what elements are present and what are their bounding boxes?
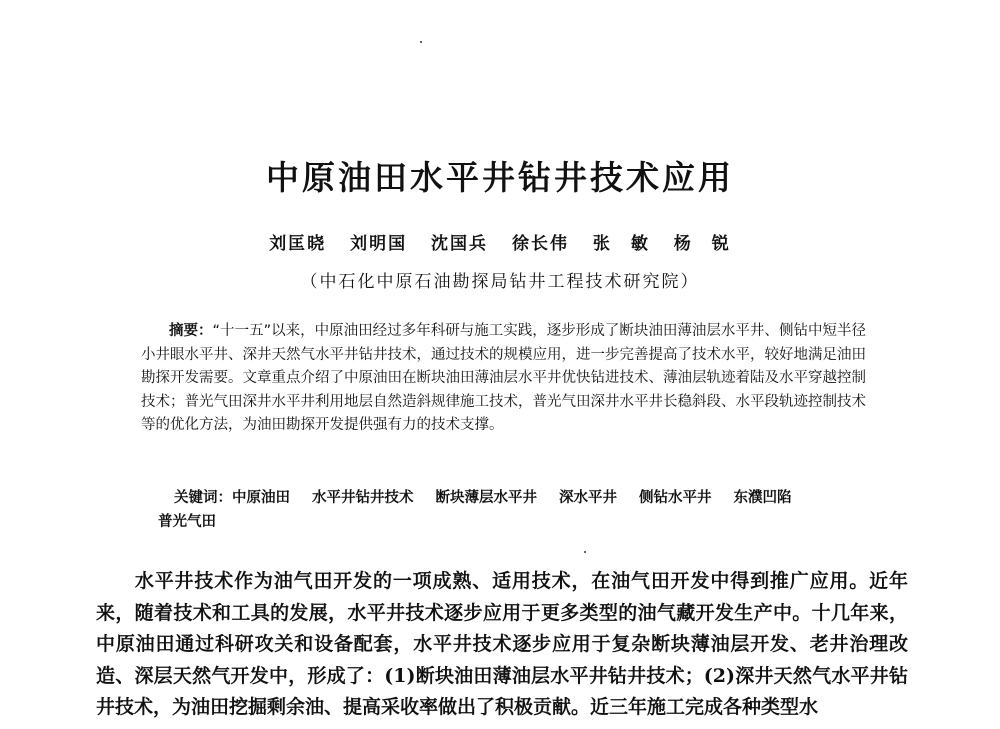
abstract-paragraph [141,320,866,438]
author-name: 徐长伟 [511,234,569,254]
keyword: 水平井钻井技术 [312,490,414,506]
body-paragraph [96,566,908,724]
keywords [141,486,866,534]
paper-title: 中原油田水平井钻井技术应用 [266,158,734,197]
keyword: 东濮凹陷 [733,490,792,506]
keyword: 深水平井 [559,490,617,506]
keywords-line [141,486,866,510]
author-list [0,229,1000,254]
author-affiliation: （中石化中原石油勘探局钻井工程技术研究院） [300,272,700,292]
keyword: 断块薄层水平井 [435,490,537,506]
abstract [141,320,866,438]
keywords-label: 关键词： [174,490,232,506]
keyword: 中原油田 [232,490,290,506]
scan-speck [420,41,422,43]
author-name: 刘匡晓 [269,234,327,254]
keyword: 普光气田 [158,514,216,530]
abstract-text: “十一五”以来，中原油田经过多年科研与施工实践，逐步形成了断块油田薄油层水平井、侧钻中短半径小井眼水平井、深井天然气水平井钻井技术，通过技术的规模应用，进一步完善提高了技术水平，较好地满足油田勘探开发需要。文章重点介绍了中原油田在断块油田薄油层水平井优快钻进技术、薄油层轨迹着陆及水平穿越控制技术；普光气田深井水平井利用地层自然造斜规律施工技术，普光气田深井水平井长稳斜段、水平段轨迹控制技术等的优化方法，为油田勘探开发提供强有力的技术支撑。 [141,323,866,434]
abstract-label: 摘要： [169,323,213,339]
scan-speck [584,551,586,553]
author-name: 刘明国 [350,234,408,254]
keyword: 侧钻水平井 [639,490,712,506]
author-name: 杨 锐 [673,234,731,254]
author-name: 沈国兵 [431,234,489,254]
body-text: 水平井技术作为油气田开发的一项成熟、适用技术，在油气田开发中得到推广应用。近年来，随着技术和工具的发展，水平井技术逐步应用于更多类型的油气藏开发生产中。十几年来，中原油田通过科研攻关和设备配套，水平井技术逐步应用于复杂断块薄油层开发、老井治理改造、深层天然气开发中，形成了：(1)断块油田薄油层水平井钻井技术；(2)深井天然气水平井钻井技术，为油田挖掘剩余油、提高采收率做出了积极贡献。近三年施工完成各种类型水 [96,570,908,718]
author-name: 张 敏 [592,234,650,254]
